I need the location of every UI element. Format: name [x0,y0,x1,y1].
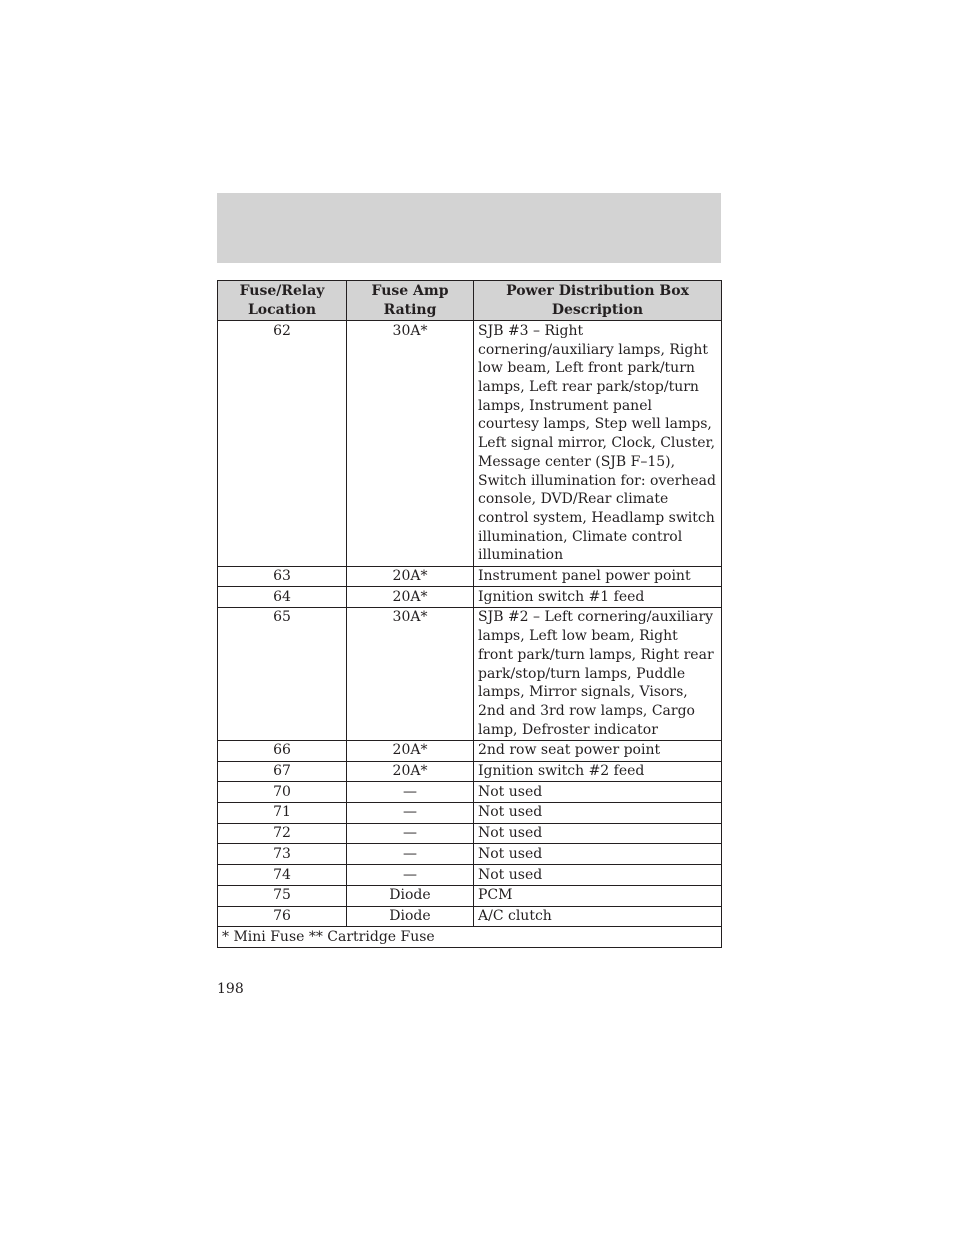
cell-description: 2nd row seat power point [474,740,722,761]
page-number: 198 [217,981,244,997]
cell-description: SJB #3 – Right cornering/auxiliary lamps, Right low beam, Left front park/turn lamps, Left rear park/stop/turn lamps, Instrument panel courtesy lamps, Step well lamps, Left signal mirror, Clock, Cluster, Message center (SJB F–15), Switch illumination for: overhead console, DVD/Rear climate control system, Headlamp switch illumination, Climate control illumination [474,321,722,566]
chapter-header-band [217,193,721,263]
cell-location: 62 [218,321,347,566]
cell-description: Not used [474,865,722,886]
table-row [218,782,722,803]
cell-description: A/C clutch [474,906,722,927]
cell-rating: — [347,844,474,865]
header-description: Power Distribution Box Description [474,281,722,321]
table-row [218,865,722,886]
cell-location: 65 [218,607,347,740]
cell-rating: 20A* [347,566,474,587]
table-row [218,566,722,587]
cell-description: Ignition switch #2 feed [474,761,722,782]
cell-rating: — [347,823,474,844]
table-row [218,802,722,823]
cell-rating: 20A* [347,761,474,782]
cell-location: 67 [218,761,347,782]
table-header-row [218,281,722,321]
cell-description: Not used [474,844,722,865]
cell-location: 74 [218,865,347,886]
cell-rating: 20A* [347,740,474,761]
table-row [218,885,722,906]
table-row [218,844,722,865]
cell-rating: 20A* [347,587,474,608]
table-row [218,607,722,740]
table-footnote-row [218,927,722,948]
cell-rating: 30A* [347,607,474,740]
cell-location: 66 [218,740,347,761]
cell-location: 72 [218,823,347,844]
cell-description: Not used [474,782,722,803]
table-footnote: * Mini Fuse ** Cartridge Fuse [218,927,722,948]
table-row [218,823,722,844]
cell-description: Not used [474,823,722,844]
fuse-table [217,280,722,948]
cell-location: 64 [218,587,347,608]
cell-location: 76 [218,906,347,927]
header-fuse-amp-rating: Fuse Amp Rating [347,281,474,321]
table-row [218,321,722,566]
table-row [218,906,722,927]
cell-rating: — [347,802,474,823]
cell-description: SJB #2 – Left cornering/auxiliary lamps, Left low beam, Right front park/turn lamps, Right rear park/stop/turn lamps, Puddle lamps, Mirror signals, Visors, 2nd and 3rd row lamps, Cargo lamp, Defroster indicator [474,607,722,740]
cell-location: 75 [218,885,347,906]
cell-rating: Diode [347,906,474,927]
cell-location: 73 [218,844,347,865]
cell-location: 71 [218,802,347,823]
cell-rating: — [347,782,474,803]
cell-description: Instrument panel power point [474,566,722,587]
cell-rating: 30A* [347,321,474,566]
table-row [218,587,722,608]
cell-rating: — [347,865,474,886]
cell-location: 63 [218,566,347,587]
header-fuse-relay-location: Fuse/Relay Location [218,281,347,321]
cell-description: Not used [474,802,722,823]
table-row [218,740,722,761]
table-row [218,761,722,782]
cell-description: PCM [474,885,722,906]
cell-location: 70 [218,782,347,803]
cell-description: Ignition switch #1 feed [474,587,722,608]
cell-rating: Diode [347,885,474,906]
